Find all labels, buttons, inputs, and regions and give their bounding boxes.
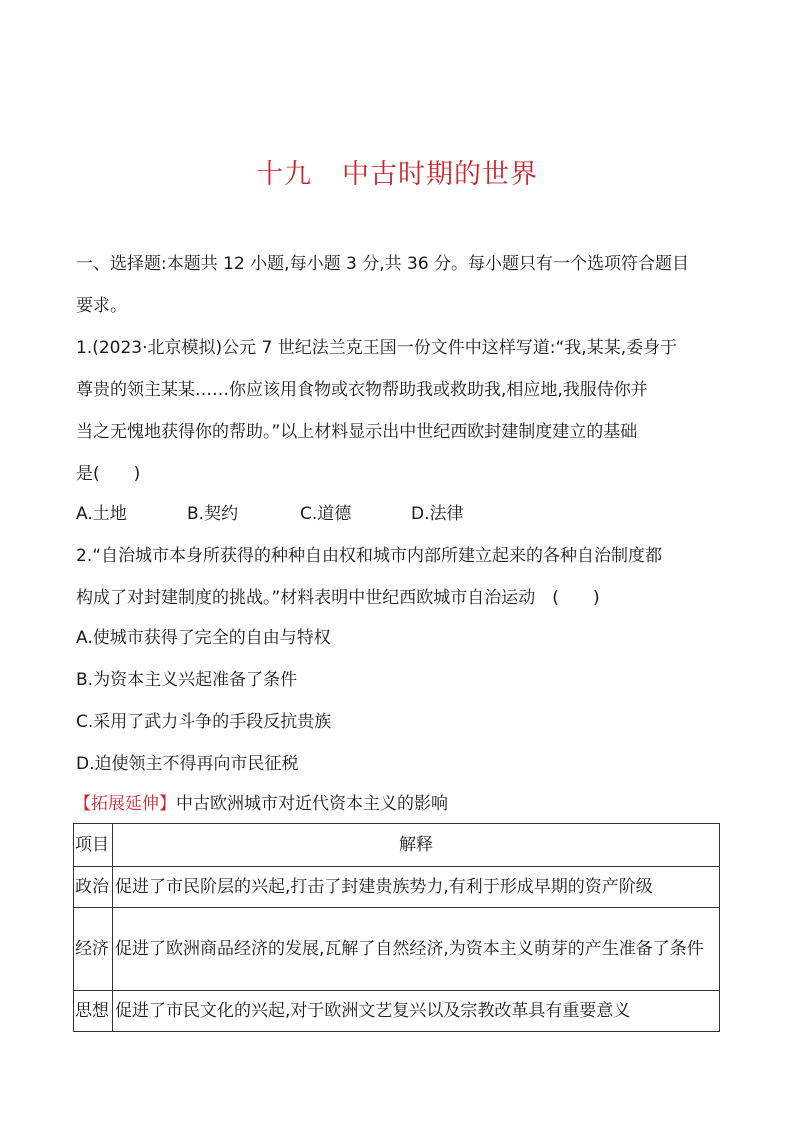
- q1-line1: 1.(2023·北京模拟)公元 7 世纪法兰克王国一份文件中这样写道:“我,某某,委身于: [76, 338, 678, 358]
- section-intro-line2: 要求。: [76, 296, 127, 316]
- table-row: [74, 867, 720, 908]
- q1-option-a: A.土地: [76, 504, 127, 524]
- q1-line2: 尊贵的领主某某……你应该用食物或衣物帮助我或救助我,相应地,我服侍你并: [76, 380, 648, 400]
- table-row: [74, 991, 720, 1032]
- q2-option-a: A.使城市获得了完全的自由与特权: [76, 628, 331, 648]
- q1-option-d: D.法律: [411, 504, 464, 524]
- q2-option-d: D.迫使领主不得再向市民征税: [76, 754, 299, 774]
- q2-line2: 构成了对封建制度的挑战。”材料表明中世纪西欧城市自治运动 ( ): [76, 588, 600, 608]
- q1-line4: 是( ): [76, 464, 141, 484]
- row-text: 促进了欧洲商品经济的发展,瓦解了自然经济,为资本主义萌芽的产生准备了条件: [113, 908, 720, 991]
- row-item: 政治: [74, 867, 113, 908]
- q2-option-b: B.为资本主义兴起准备了条件: [76, 670, 298, 690]
- title-number: 十九: [256, 159, 312, 190]
- extension-table: [73, 823, 720, 1032]
- q2-line1: 2.“自治城市本身所获得的种种自由权和城市内部所建立起来的各种自治制度都: [76, 546, 663, 566]
- row-item: 经济: [74, 908, 113, 991]
- header-item: 项目: [74, 824, 113, 867]
- table-header-row: [74, 824, 720, 867]
- page-title: [0, 152, 794, 191]
- table-row: [74, 908, 720, 991]
- q1-options: [76, 503, 464, 525]
- header-explanation: 解释: [113, 824, 720, 867]
- row-text: 促进了市民阶层的兴起,打击了封建贵族势力,有利于形成早期的资产阶级: [113, 867, 720, 908]
- q1-option-b: B.契约: [187, 504, 239, 524]
- extension-title: 中古欧洲城市对近代资本主义的影响: [176, 794, 448, 814]
- q1-line3: 当之无愧地获得你的帮助。”以上材料显示出中世纪西欧封建制度建立的基础: [76, 422, 638, 442]
- title-text: 中古时期的世界: [342, 159, 538, 190]
- q2-option-c: C.采用了武力斗争的手段反抗贵族: [76, 712, 332, 732]
- section-intro-line1: 一、选择题:本题共 12 小题,每小题 3 分,共 36 分。每小题只有一个选项符合题目: [76, 254, 690, 274]
- q1-option-c: C.道德: [300, 504, 352, 524]
- row-item: 思想: [74, 991, 113, 1032]
- extension-heading: [74, 793, 448, 815]
- row-text: 促进了市民文化的兴起,对于欧洲文艺复兴以及宗教改革具有重要意义: [113, 991, 720, 1032]
- extension-tag: 【拓展延伸】: [74, 794, 176, 814]
